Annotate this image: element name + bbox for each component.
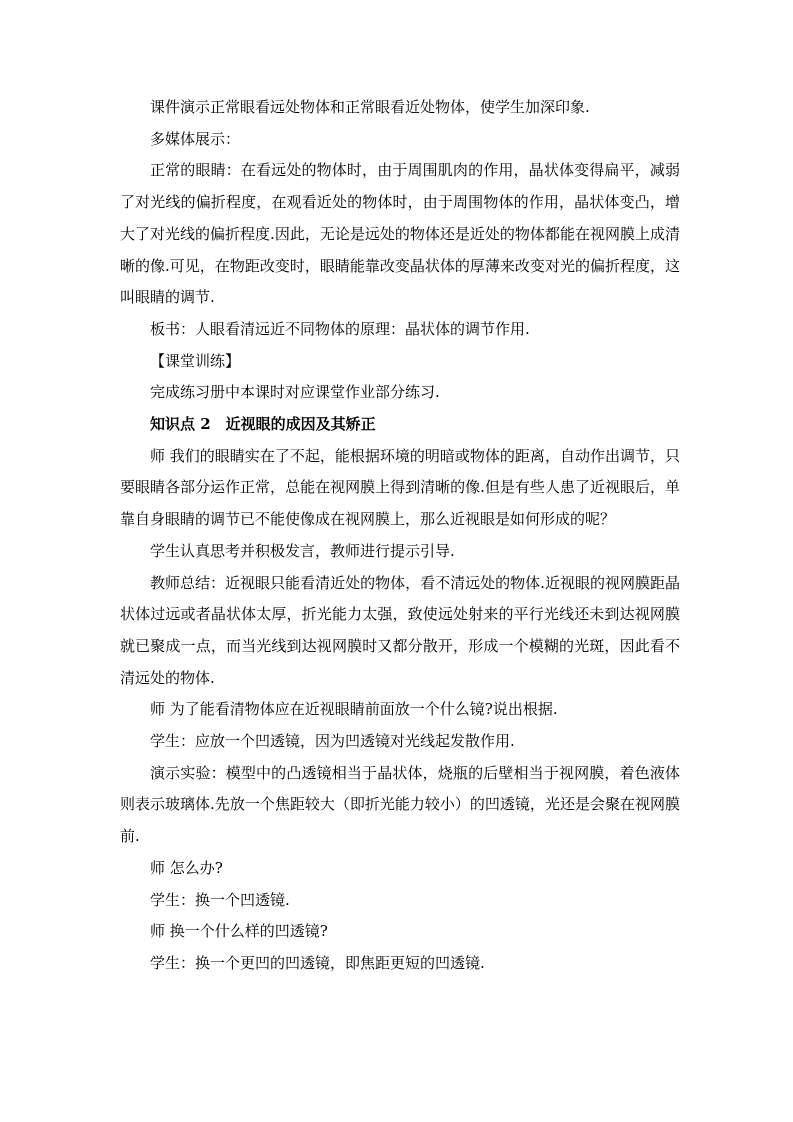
paragraph-student-stronger-lens: 学生：换一个更凹的凹透镜，即焦距更短的凹透镜. xyxy=(150,953,485,972)
paragraph-student-answer: 学生：应放一个凹透镜，因为凹透镜对光线起发散作用. xyxy=(150,732,515,751)
paragraph-student-change-lens: 学生：换一个凹透镜. xyxy=(150,890,290,909)
paragraph-student-thinking: 学生认真思考并积极发言，教师进行提示引导. xyxy=(150,541,455,560)
section-label-classroom-training: 【课堂训练】 xyxy=(150,351,241,370)
paragraph-teacher-what-now: 师 怎么办? xyxy=(150,858,223,877)
paragraph-multimedia: 多媒体展示： xyxy=(150,129,241,148)
knowledge-point-heading: 知识点 2 近视眼的成因及其矫正 xyxy=(150,415,376,434)
paragraph-exercise: 完成练习册中本课时对应课堂作业部分练习. xyxy=(150,383,440,402)
paragraph-board-note: 板书：人眼看清远近不同物体的原理：晶状体的调节作用. xyxy=(150,319,530,338)
paragraph-teacher-summary: 教师总结：近视眼只能看清近处的物体，看不清远处的物体.近视眼的视网膜距晶状体过远或者晶状体太厚，折光能力太强，致使远处射来的平行光线还未到达视网膜就已聚成一点，而当光线到达视网膜时又都分散开，形成一个模糊的光斑，因此看不清远处的物体. xyxy=(120,573,680,687)
paragraph-normal-eye: 正常的眼睛：在看远处的物体时，由于周围肌肉的作用，晶状体变得扁平，减弱了对光线的偏折程度，在观看近处的物体时，由于周围物体的作用，晶状体变凸，增大了对光线的偏折程度.因此，无论是远处的物体还是近处的物体都能在视网膜上成清晰的像.可见，在物距改变时，眼睛能靠改变晶状体的厚薄来改变对光的偏折程度，这叫眼睛的调节. xyxy=(120,161,680,307)
paragraph-demo: 课件演示正常眼看远处物体和正常眼看近处物体，使学生加深印象. xyxy=(150,98,590,116)
page-body xyxy=(120,92,680,980)
paragraph-teacher-question: 师 我们的眼睛实在了不起，能根据环境的明暗或物体的距离，自动作出调节，只要眼睛各部分运作正常，总能在视网膜上得到清晰的像.但是有些人患了近视眼后，单靠自身眼睛的调节已不能使像成在视网膜上，那么近视眼是如何形成的呢？ xyxy=(120,446,680,529)
paragraph-teacher-lens-question: 师 为了能看清物体应在近视眼睛前面放一个什么镜?说出根据. xyxy=(150,700,558,719)
paragraph-experiment: 演示实验：模型中的凸透镜相当于晶状体，烧瓶的后壁相当于视网膜，着色液体则表示玻璃体.先放一个焦距较大（即折光能力较小）的凹透镜，光还是会聚在视网膜前. xyxy=(120,763,680,846)
paragraph-teacher-which-lens: 师 换一个什么样的凹透镜? xyxy=(150,922,328,941)
